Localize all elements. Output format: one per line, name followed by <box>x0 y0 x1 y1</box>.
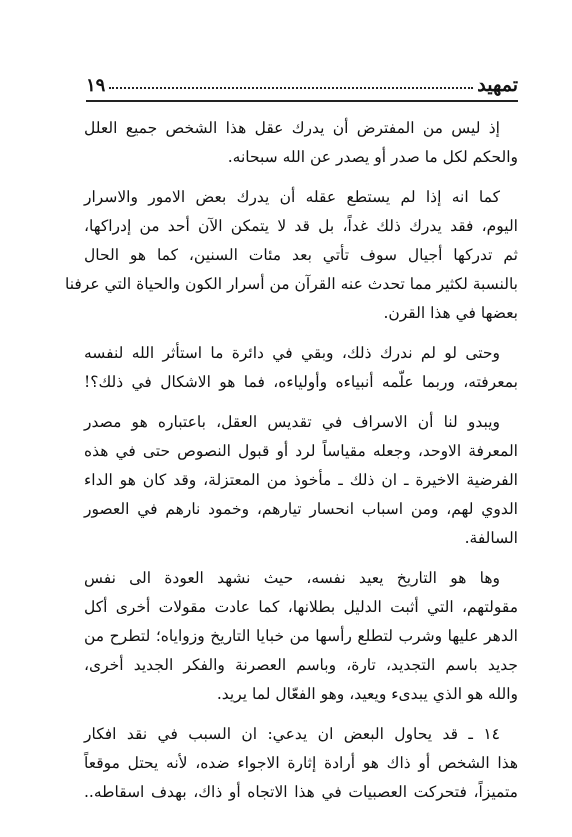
paragraph-1 <box>84 114 518 172</box>
text-line: إذ ليس من المفترض أن يدرك عقل هذا الشخص جميع العلل <box>84 119 500 137</box>
paragraph-6 <box>84 720 518 807</box>
text-line: الفرضية الاخيرة ـ ان ذلك ـ مأخوذ من المعتزلة، وقد كان هو الداء <box>84 471 518 489</box>
paragraph-3 <box>84 339 518 397</box>
text-line: هذا الشخص أو ذاك هو أرادة إثارة الاجواء ضده، لأنه يحتل موقعاً <box>84 754 518 772</box>
text-line: متميزاً، فتحركت العصبيات في هذا الاتجاه أو ذاك، بهدف اسقاطه.. <box>84 783 518 801</box>
text-line: الدوي لهم، ومن اسباب انحسار تيارهم، وخمود نارهم في العصور <box>84 500 518 518</box>
page-number: ١٩ <box>86 75 106 96</box>
paragraph-5 <box>84 564 518 709</box>
paragraph-4 <box>84 408 518 553</box>
text-line: بعضها في هذا القرن. <box>383 304 518 322</box>
text-line: الدهر عليها وشرب لتطلع رأسها من خبايا التاريخ وزواياه؛ لتطرح من <box>84 627 518 645</box>
chapter-title: تمهيد <box>477 74 518 96</box>
text-line: ١٤ ـ قد يحاول البعض ان يدعي: ان السبب في نقد افكار <box>84 725 500 743</box>
header-rule <box>86 100 518 102</box>
text-line: وها هو التاريخ يعيد نفسه، حيث نشهد العودة الى نفس <box>84 569 500 587</box>
text-line: بالنسبة لكثير مما تحدث عنه القرآن من أسرار الكون والحياة التي عرفنا <box>64 275 518 293</box>
text-line: المعرفة الاوحد، وجعله مقياساً لرد أو قبول النصوص حتى في هذه <box>84 442 518 460</box>
page-header <box>86 66 518 96</box>
text-line: السالفة. <box>464 529 518 547</box>
text-line: مقولتهم، التي أثبت الدليل بطلانها، كما عادت مقولات أخرى أكل <box>84 598 518 616</box>
text-line: اليوم، فقد يدرك ذلك غداً، بل قد لا يتمكن الآن أحد من إدراكها، <box>84 217 518 235</box>
text-line: بمعرفته، وربما علّمه أنبياءه وأولياءه، فما هو الاشكال في ذلك؟! <box>84 373 518 391</box>
text-line: ويبدو لنا أن الاسراف في تقديس العقل، باعتباره هو مصدر <box>84 413 500 431</box>
text-line: والله هو الذي يبدىء ويعيد، وهو الفعّال لما يريد. <box>216 685 518 703</box>
text-line: والحكم لكل ما صدر أو يصدر عن الله سبحانه. <box>227 148 518 166</box>
text-line: جديد باسم التجديد، تارة، وباسم العصرنة والفكر الجديد أخرى، <box>84 656 518 674</box>
text-line: كما انه إذا لم يستطع عقله أن يدرك بعض الامور والاسرار <box>84 188 500 206</box>
header-dot-leader <box>109 87 473 89</box>
text-line: ثم تدركها أجيال سوف تأتي بعد مئات السنين، كما هو الحال <box>84 246 518 264</box>
text-line: وحتى لو لم ندرك ذلك، وبقي في دائرة ما استأثر الله لنفسه <box>84 344 500 362</box>
paragraph-2 <box>64 183 518 328</box>
page-body <box>64 114 518 818</box>
